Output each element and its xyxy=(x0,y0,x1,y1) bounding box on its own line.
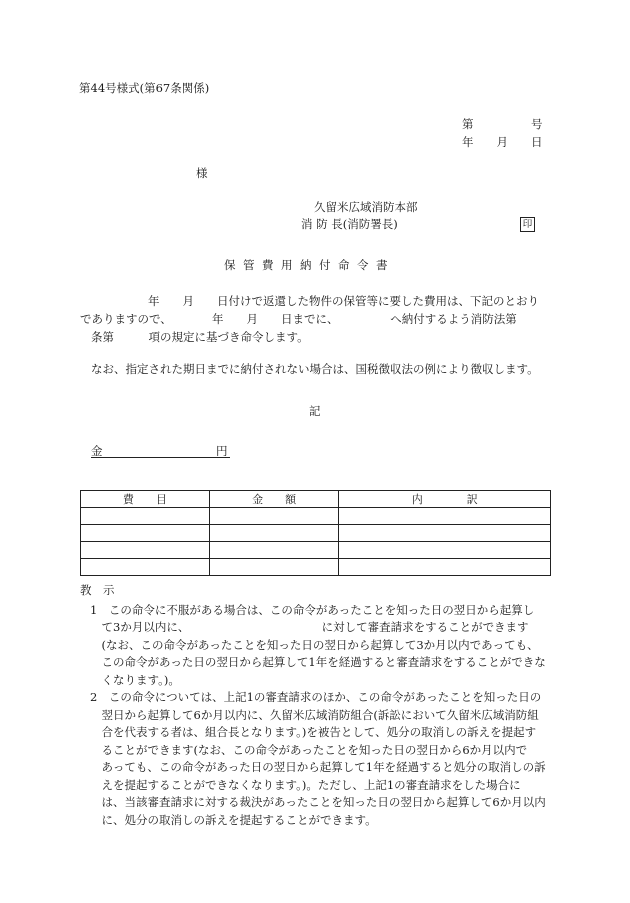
seal-mark xyxy=(520,216,535,232)
table-cell xyxy=(81,508,210,525)
instruction-item-2 xyxy=(80,689,550,829)
body-line-3: 条第 項の規定に基づき命令します。 xyxy=(91,330,309,344)
col-header-item: 費 目 xyxy=(81,491,210,508)
instruction-line: て3か月以内に、 に対して審査請求をすることができます xyxy=(90,620,529,634)
table-cell xyxy=(339,525,551,542)
instruction-line: 翌日から起算して6か月以内に、久留米広域消防組合(訴訟において久留米広域消防組 xyxy=(90,707,539,722)
table-cell xyxy=(339,542,551,559)
issuer-title: 消 防 長(消防署長) xyxy=(301,217,398,231)
table-cell xyxy=(209,542,339,559)
instruction-line: あっても、この命令があった日の翌日から起算して1年を経過すると処分の取消しの訴 xyxy=(90,760,546,774)
form-number: 第44号様式(第67条関係) xyxy=(79,81,210,95)
instructions-heading: 教 示 xyxy=(80,583,115,597)
amount-underline xyxy=(91,457,230,458)
table-cell xyxy=(209,559,339,576)
instruction-line: 2 この命令については、上記1の審査請求のほか、この命令があったことを知った日の xyxy=(90,690,542,704)
instruction-line: は、当該審査請求に対する裁決があったことを知った日の翌日から起算して6か月以内 xyxy=(90,795,546,809)
amount-prefix: 金 xyxy=(91,444,103,458)
ki-heading: 記 xyxy=(309,404,321,418)
table-header-row xyxy=(81,491,551,508)
instruction-line: くなります。)。 xyxy=(90,672,180,687)
table-row xyxy=(81,525,551,542)
issue-date-line: 年 月 日 xyxy=(462,135,543,149)
instruction-line: この命令があった日の翌日から起算して1年を経過すると審査請求をすることができな xyxy=(90,655,546,669)
table-cell xyxy=(81,559,210,576)
instructions-section xyxy=(80,582,550,829)
instruction-line: 合を代表する者は、組合長となります。)を被告として、処分の取消しの訴えを提起す xyxy=(90,725,537,739)
instruction-line: ることができます(なお、この命令があったことを知った日の翌日から6か月以内で xyxy=(90,742,528,757)
table-cell xyxy=(339,508,551,525)
fee-table xyxy=(80,490,551,576)
document-number-line: 第 号 xyxy=(462,117,543,131)
issuer-organization: 久留米広域消防本部 xyxy=(314,200,418,214)
amount-suffix: 円 xyxy=(216,444,228,458)
instruction-line: えを提起することができなくなります。)。ただし、上記1の審査請求をした場合に xyxy=(90,777,521,792)
table-cell xyxy=(81,542,210,559)
table-cell xyxy=(339,559,551,576)
body-line-1: 年 月 日付けで返還した物件の保管等に要した費用は、下記のとおり xyxy=(148,294,539,308)
body-line-2: でありますので、 年 月 日までに、 へ納付するよう消防法第 xyxy=(80,312,517,326)
seal-icon: 印 xyxy=(520,217,535,232)
document-title: 保管費用納付命令書 xyxy=(224,258,395,272)
col-header-breakdown: 内 訳 xyxy=(339,491,551,508)
addressee-suffix: 様 xyxy=(196,166,208,180)
table-cell xyxy=(81,525,210,542)
instruction-line: (なお、この命令があったことを知った日の翌日から起算して3か月以内であっても、 xyxy=(90,637,539,652)
table-row xyxy=(81,559,551,576)
instruction-line: に、処分の取消しの訴えを提起することができます。 xyxy=(90,812,377,827)
table-cell xyxy=(209,508,339,525)
table-row xyxy=(81,508,551,525)
col-header-amount: 金 額 xyxy=(209,491,339,508)
table-row xyxy=(81,542,551,559)
table-cell xyxy=(209,525,339,542)
body-note: なお、指定された期日までに納付されない場合は、国税徴収法の例により徴収します。 xyxy=(91,362,539,376)
instruction-line: 1 この命令に不服がある場合は、この命令があったことを知った日の翌日から起算し xyxy=(90,602,535,617)
instruction-item-1 xyxy=(80,602,550,690)
